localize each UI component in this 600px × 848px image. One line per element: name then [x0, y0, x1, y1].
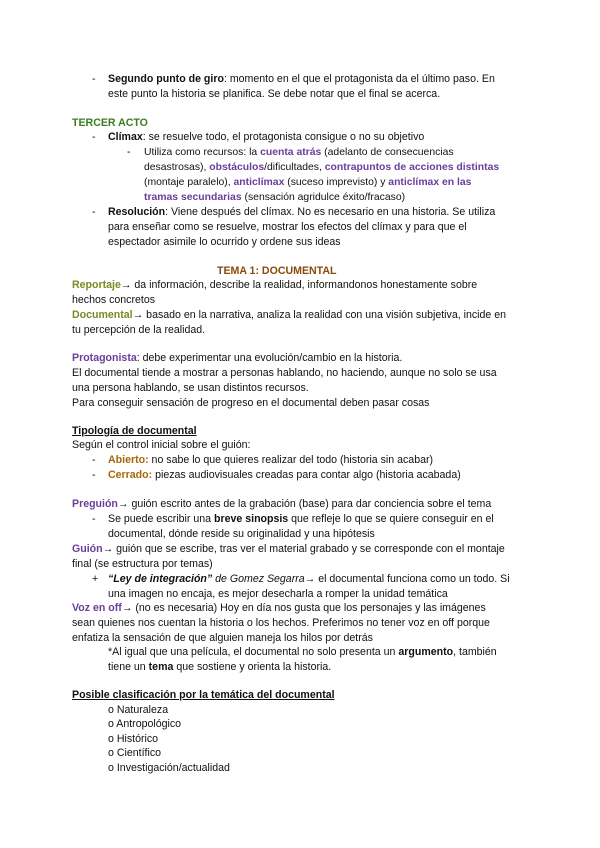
- breve-sinopsis: breve sinopsis: [214, 513, 289, 525]
- bullet-o: o: [108, 762, 114, 774]
- nota-line2: [108, 660, 331, 675]
- obstaculos: obstáculos: [209, 162, 265, 173]
- protagonista-line: [72, 351, 402, 366]
- list-item: [108, 703, 168, 718]
- bullet-dash: -: [92, 469, 96, 481]
- documental-text: → basado en la narrativa, analiza la realidad con una visión subjetiva, incide en: [132, 309, 507, 321]
- ley-line2: una imagen no encaja, es mejor desecharla a romper la unidad temática: [108, 588, 448, 600]
- cerrado-term: Cerrado:: [108, 469, 153, 481]
- segundo-text: : momento en el que el protagonista da el último paso. En: [223, 73, 495, 85]
- abierto-line: [108, 453, 433, 468]
- list-item: [108, 732, 158, 747]
- recursos-m: (sensación agridulce éxito/fracaso): [241, 192, 406, 203]
- vozoff-line1: [72, 601, 486, 616]
- anticlimax: anticlímax: [233, 177, 285, 188]
- sinopsis-line1: [108, 512, 494, 527]
- segundo-term: Segundo punto de giro: [108, 73, 224, 85]
- guion-text: → guión que se escribe, tras ver el material grabado y se corresponde con el montaje: [102, 543, 505, 555]
- guion-line1: [72, 542, 505, 557]
- bullet-o: o: [108, 704, 114, 716]
- cerrado-line: [108, 468, 461, 483]
- tercer-acto-heading: TERCER ACTO: [72, 117, 148, 129]
- preguion-line: [72, 497, 491, 512]
- ley-integracion: “Ley de integración”: [108, 573, 213, 585]
- list-item: [108, 746, 161, 761]
- item-investigacion: Investigación/actualidad: [116, 762, 230, 774]
- reportaje-text: → da información, describe la realidad, informandonos honestamente sobre: [120, 279, 478, 291]
- protagonista-term: Protagonista: [72, 352, 137, 364]
- bullet-o: o: [108, 747, 114, 759]
- recursos-j: (suceso imprevisto) y: [284, 177, 389, 188]
- bullet-dash: -: [92, 206, 96, 218]
- resolucion-line1: [108, 205, 495, 220]
- bullet-plus: +: [92, 573, 99, 585]
- vozoff-text: → (no es necesaria) Hoy en día nos gusta que los personajes y las imágenes: [121, 602, 486, 614]
- clasificacion-heading: Posible clasificación por la temática del documental: [72, 689, 335, 701]
- bullet-dash: -: [92, 454, 96, 466]
- climax-term: Clímax: [108, 131, 143, 143]
- recursos-c: (adelanto de consecuencias: [321, 147, 454, 158]
- recursos-a: Utiliza como recursos: la: [144, 147, 261, 158]
- vozoff-line3: enfatiza la sensación de que alguien maneja los hilos por detrás: [72, 632, 373, 644]
- reportaje-line1: [72, 278, 477, 293]
- bullet-dash: -: [92, 131, 96, 143]
- recursos-line2: [144, 160, 499, 175]
- bullet-dash: -: [92, 513, 96, 525]
- segundo-line1: [108, 72, 495, 87]
- documental-p2: una persona hablando, se usan distintos recursos.: [72, 382, 309, 394]
- nota-2c: que sostiene y orienta la historia.: [173, 661, 332, 673]
- item-historico: Histórico: [116, 733, 159, 745]
- tema: tema: [148, 661, 174, 673]
- list-item: [108, 717, 181, 732]
- recursos-d: desastrosas),: [144, 162, 210, 173]
- climax-text: : se resuelve todo, el protagonista consigue o no su objetivo: [142, 131, 425, 143]
- bullet-dash: -: [127, 146, 131, 158]
- anticlimax-tramas: anticlímax en las: [388, 177, 472, 188]
- documental-line1: [72, 308, 506, 323]
- ley-author: de Gomez Segarra: [212, 573, 305, 585]
- nota-line1: [108, 645, 497, 660]
- bullet-o: o: [108, 733, 114, 745]
- abierto-text: no sabe lo que quieres realizar del todo (historia sin acabar): [148, 454, 434, 466]
- argumento: argumento: [398, 646, 454, 658]
- climax-line: [108, 130, 424, 145]
- ley-text: → el documental funciona como un todo. Si: [304, 573, 510, 585]
- item-cientifico: Científico: [116, 747, 162, 759]
- ley-line1: [108, 572, 510, 587]
- nota-2a: tiene un: [108, 661, 149, 673]
- resolucion-text: : Viene después del clímax. No es necesario en una historia. Se utiliza: [165, 206, 496, 218]
- tipologia-heading: Tipología de documental: [72, 425, 197, 437]
- vozoff-line2: sean quienes nos cuentan la historia o los hechos. Preferimos no tener voz en off porque: [72, 617, 490, 629]
- resolucion-line2: para enseñar como se resuelve, mostrar los efectos del clímax y para que el: [108, 221, 467, 233]
- reportaje-term: Reportaje: [72, 279, 121, 291]
- tramas-secundarias: tramas secundarias: [144, 192, 242, 203]
- guion-line2: final (se estructura por temas): [72, 558, 213, 570]
- documental-p3: Para conseguir sensación de progreso en el documental deben pasar cosas: [72, 397, 430, 409]
- documental-line2: tu percepción de la realidad.: [72, 324, 206, 336]
- recursos-line3: [144, 175, 471, 190]
- recursos-line1: [144, 145, 454, 160]
- reportaje-line2: hechos concretos: [72, 294, 156, 306]
- abierto-term: Abierto:: [108, 454, 149, 466]
- preguion-term: Preguión: [72, 498, 118, 510]
- contrapuntos: contrapuntos de acciones distintas: [324, 162, 500, 173]
- preguion-text: → guión escrito antes de la grabación (base) para dar conciencia sobre el tema: [117, 498, 492, 510]
- sinopsis-line2: documental, dónde reside su originalidad y una hipótesis: [108, 528, 375, 540]
- tipologia-intro: Según el control inicial sobre el guión:: [72, 439, 251, 451]
- vozoff-term: Voz en off: [72, 602, 122, 614]
- resolucion-line3: espectador asimile lo ocurrido y ordene sus ideas: [108, 236, 341, 248]
- nota-a: *Al igual que una película, el documental no solo presenta un: [108, 646, 399, 658]
- item-antropologico: Antropológico: [116, 718, 182, 730]
- tema1-title: TEMA 1: DOCUMENTAL: [217, 265, 337, 277]
- recursos-h: (montaje paralelo),: [144, 177, 234, 188]
- sinopsis-c: que refleje lo que se quiere conseguir en el: [288, 513, 494, 525]
- sinopsis-a: Se puede escribir una: [108, 513, 215, 525]
- documental-p1: El documental tiende a mostrar a personas hablando, no haciendo, aunque no solo se usa: [72, 367, 497, 379]
- bullet-o: o: [108, 718, 114, 730]
- guion-term: Guión: [72, 543, 103, 555]
- documental-term: Documental: [72, 309, 133, 321]
- cerrado-text: piezas audiovisuales creadas para contar algo (historia acabada): [152, 469, 461, 481]
- bullet-dash: -: [92, 73, 96, 85]
- item-naturaleza: Naturaleza: [116, 704, 169, 716]
- list-item: [108, 761, 230, 776]
- recursos-f: /dificultades,: [264, 162, 325, 173]
- nota-c: , también: [453, 646, 497, 658]
- protagonista-text: : debe experimentar una evolución/cambio en la historia.: [136, 352, 403, 364]
- segundo-line2: este punto la historia se planifica. Se debe notar que el final se acerca.: [108, 88, 441, 100]
- recursos-line4: [144, 190, 405, 205]
- cuenta-atras: cuenta atrás: [260, 147, 322, 158]
- resolucion-term: Resolución: [108, 206, 166, 218]
